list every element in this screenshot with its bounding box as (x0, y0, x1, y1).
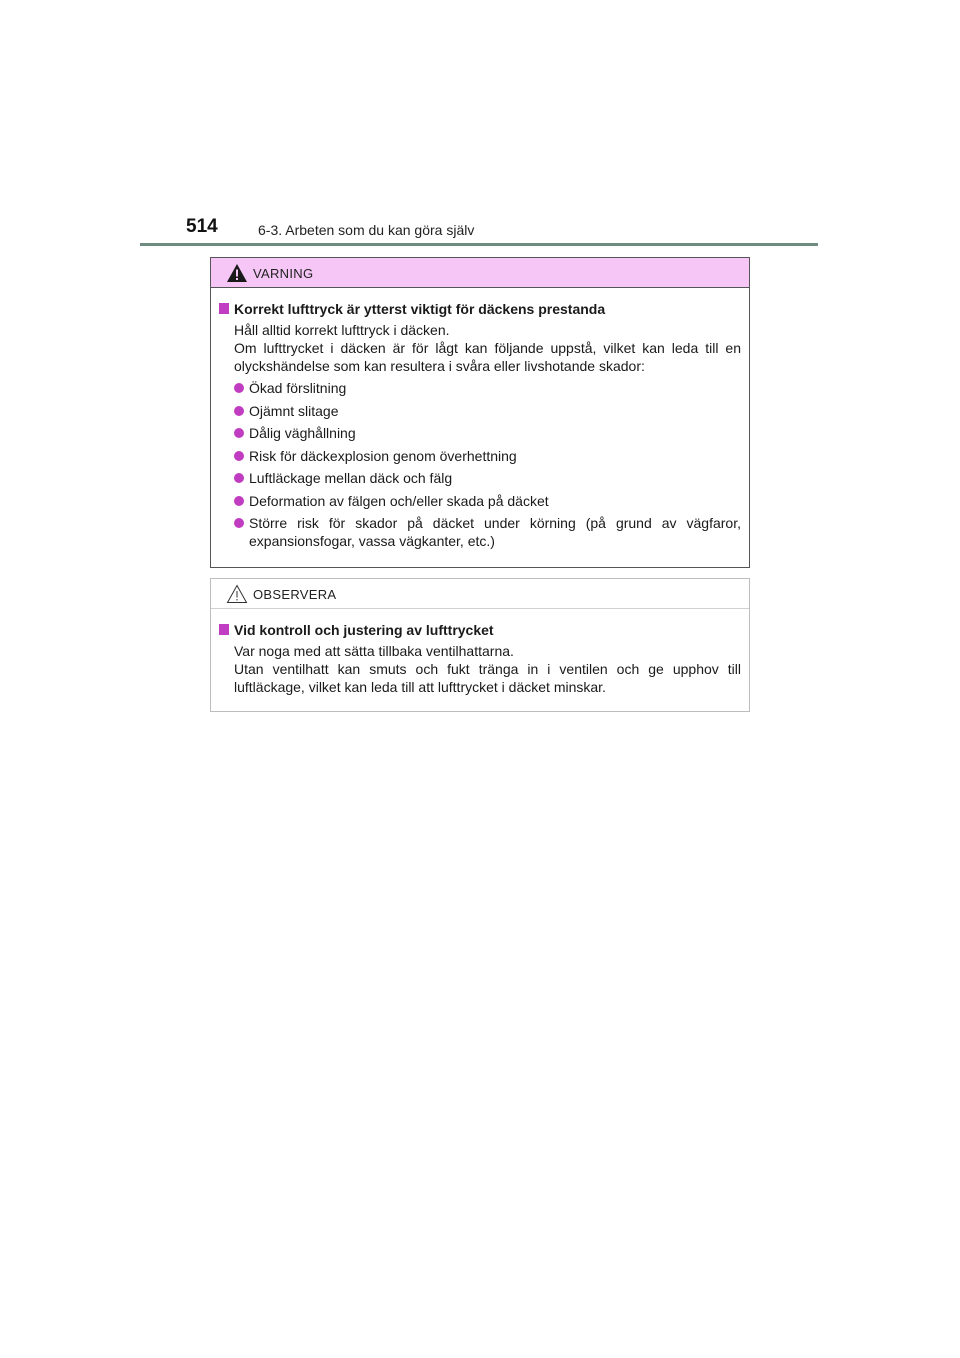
round-bullet-icon (234, 473, 244, 483)
round-bullet-icon (234, 518, 244, 528)
notice-heading-text: Vid kontroll och justering av lufttrycket (234, 622, 494, 638)
list-item (218, 379, 741, 397)
list-item (218, 447, 741, 465)
list-item-text: Ökad förslitning (249, 380, 347, 396)
page-number: 514 (186, 216, 218, 237)
warning-heading-text: Korrekt lufttryck är ytterst viktigt för däckens prestanda (234, 301, 606, 317)
list-item-text: Dålig väghållning (249, 425, 356, 441)
round-bullet-icon (234, 428, 244, 438)
notice-heading (218, 621, 741, 639)
list-item (218, 424, 741, 442)
warning-triangle-filled-icon (226, 263, 248, 283)
list-item (218, 492, 741, 510)
warning-body (211, 288, 749, 550)
round-bullet-icon (234, 496, 244, 506)
header-rule (140, 243, 818, 246)
warning-triangle-outline-icon (226, 584, 248, 604)
round-bullet-icon (234, 406, 244, 416)
list-item-text: Risk för däckexplosion genom överhettning (249, 447, 517, 464)
notice-box (210, 578, 750, 712)
notice-paragraph-2: Utan ventilhatt kan smuts och fukt tränga in i ventilen och ge upphov till luftläckage, vilket kan leda till att lufttrycket i däcket minskar. (234, 661, 741, 695)
warning-box-header (211, 258, 749, 288)
notice-body (211, 609, 749, 696)
square-bullet-icon (219, 624, 229, 635)
list-item (218, 402, 741, 420)
warning-box (210, 257, 750, 568)
page-header (140, 214, 820, 248)
round-bullet-icon (234, 451, 244, 461)
list-item-text: Ojämnt slitage (249, 402, 339, 419)
warning-heading (218, 300, 741, 318)
round-bullet-icon (234, 383, 244, 393)
notice-paragraph-1: Var noga med att sätta tillbaka ventilhattarna. (234, 643, 514, 659)
list-item-text: Deformation av fälgen och/eller skada på däcket (249, 492, 549, 509)
warning-bullet-list (218, 379, 741, 550)
list-item-text: Luftläckage mellan däck och fälg (249, 470, 453, 486)
notice-box-header (211, 579, 749, 609)
warning-paragraph-1: Håll alltid korrekt lufttryck i däcken. (234, 322, 450, 338)
list-item (218, 469, 741, 487)
section-title: 6-3. Arbeten som du kan göra själv (258, 222, 475, 238)
warning-paragraph-2: Om lufttrycket i däcken är för lågt kan följande uppstå, vilket kan leda till en olyckshändelse som kan resultera i svåra eller livshotande skador: (234, 340, 741, 374)
warning-title: VARNING (253, 266, 314, 281)
list-item (218, 514, 741, 550)
square-bullet-icon (219, 303, 229, 314)
list-item-text: Större risk för skador på däcket under körning (på grund av vägfaror, expansionsfogar, vassa vägkanter, etc.) (249, 515, 741, 549)
notice-title: OBSERVERA (253, 587, 337, 602)
